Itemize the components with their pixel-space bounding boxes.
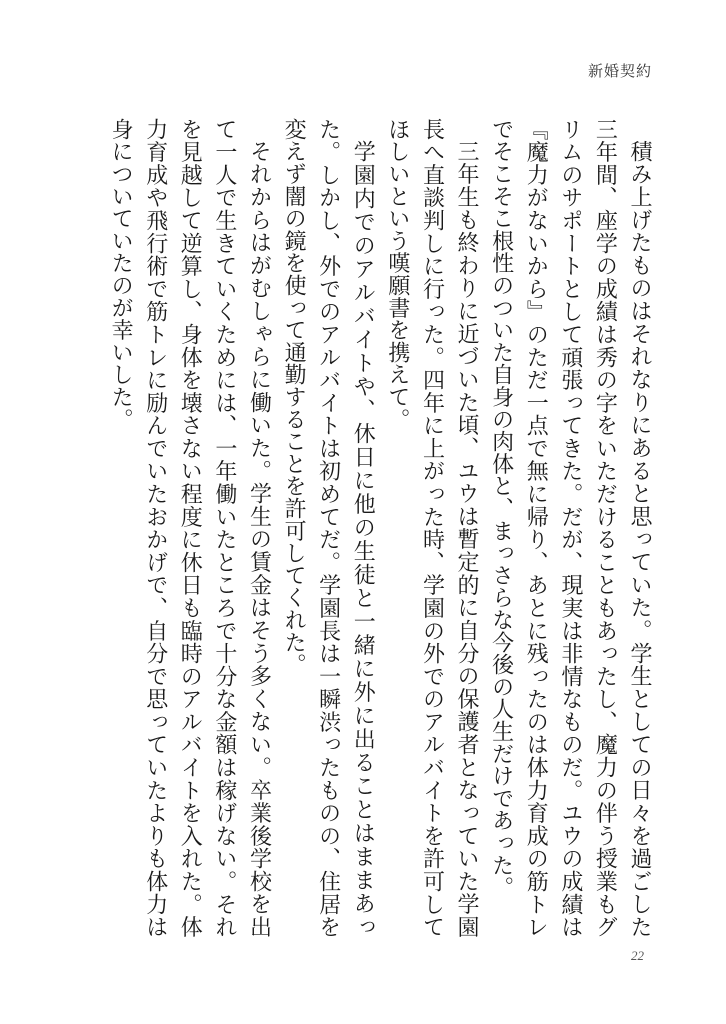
running-header-title: 新婚契約 (587, 62, 652, 80)
page-number: 22 (631, 948, 644, 963)
paragraph: それからはがむしゃらに働いた。学生の賃金はそう多くない。卒業後学校を出て一人で生きていくためには、一年働いたところで十分な金額は稼げない。それを見越して逆算し、身体を壊さない程度に休日も臨時のアルバイトを入れた。体力育成や飛行術で筋トレに励んでいたおかげで、自分で思っていたよりも体力は身についていたのが幸いした。 (108, 118, 272, 938)
paragraph: 学園内でのアルバイトや、休日に他の生徒と一緒に外に出ることはままあった。しかし、外でのアルバイトは初めてだ。学園長は一瞬渋ったものの、住居を変えず闇の鏡を使って通勤することを許可してくれた。 (281, 118, 376, 938)
paragraph: 三年生も終わりに近づいた頃、ユウは暫定的に自分の保護者となっていた学園長へ直談判しに行った。四年に上がった時、学園の外でのアルバイトを許可してほしいという嘆願書を携えて。 (384, 118, 480, 938)
body-text (96, 118, 656, 938)
paragraph: 積み上げたものはそれなりにあると思っていた。学生としての日々を過ごした三年間、座学の成績は秀の字をいただけることもあったし、魔力の伴う授業もグリムのサポートとして頑張ってきた。だが、現実は非情なものだ。ユウの成績は『魔力がないから』のただ一点で無に帰り、あとに残ったのは体力育成の筋トレでそこそこ根性のついた自身の肉体と、まっさらな今後の人生だけであった。 (488, 118, 652, 938)
